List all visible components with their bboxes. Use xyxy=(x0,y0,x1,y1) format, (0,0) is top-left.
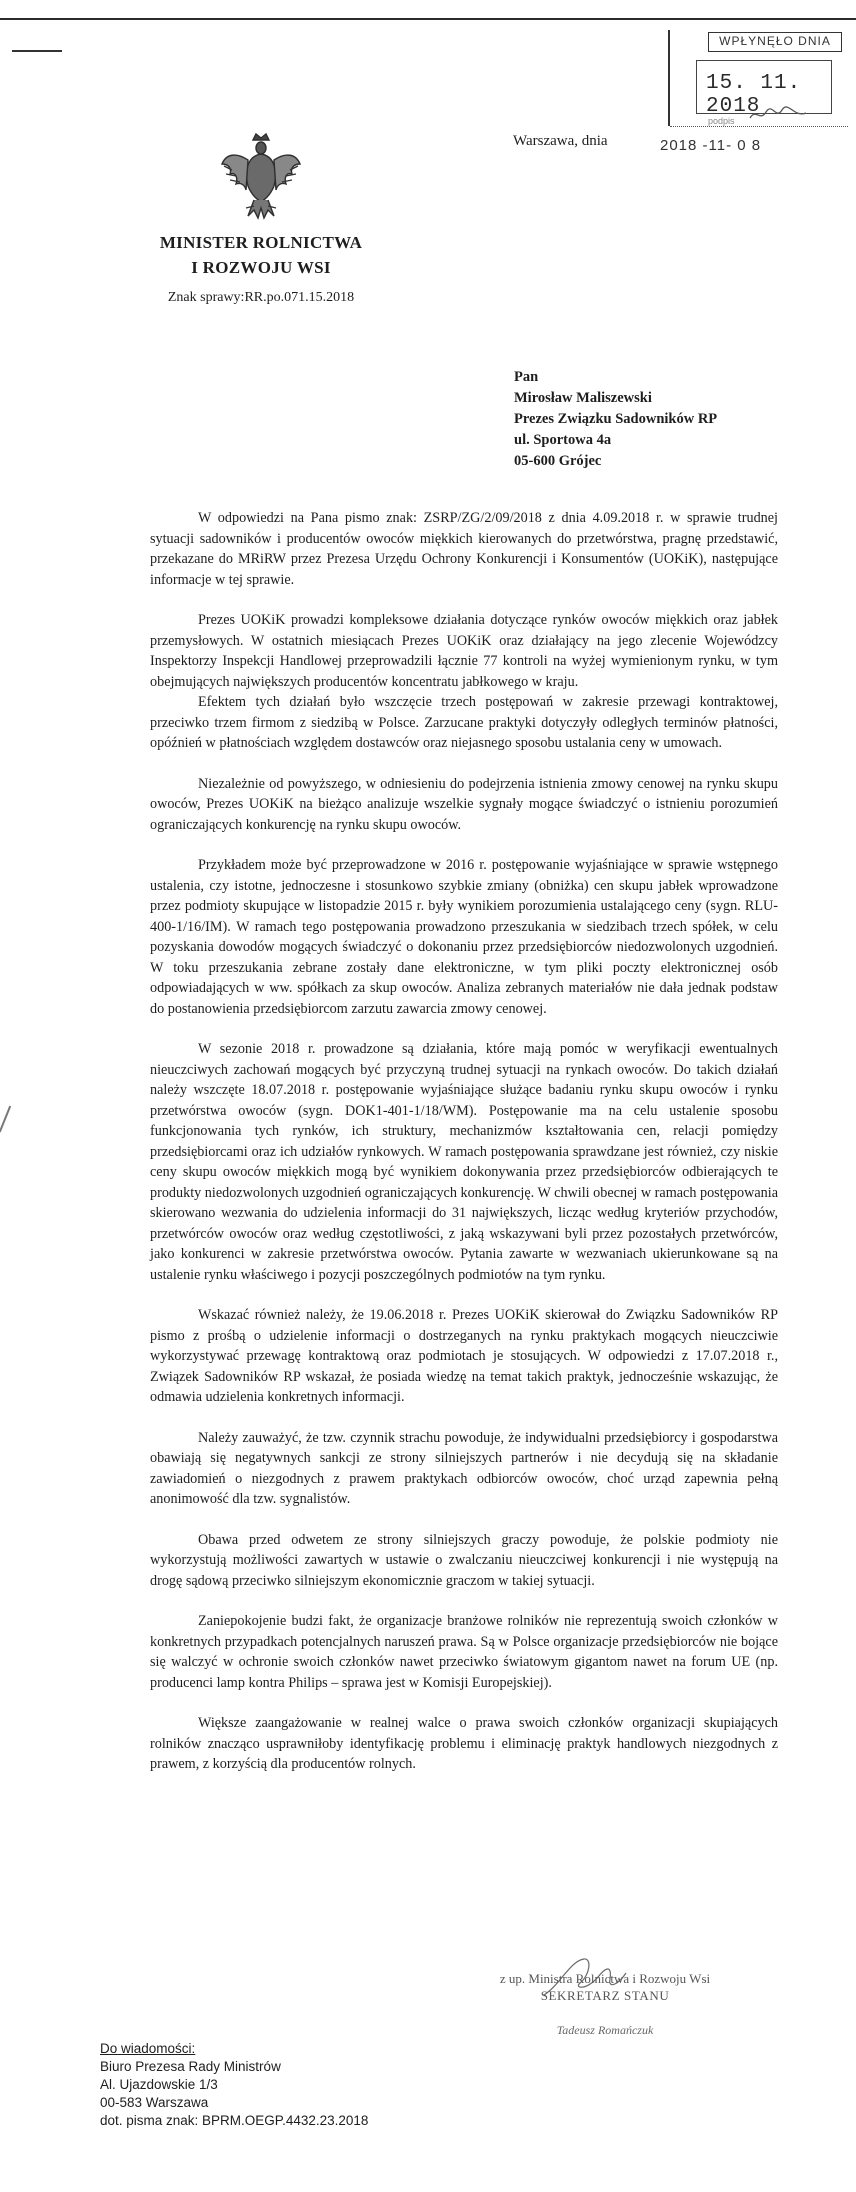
cc-line: dot. pisma znak: BPRM.OEGP.4432.23.2018 xyxy=(100,2113,369,2128)
margin-mark xyxy=(0,1106,11,1133)
received-stamp xyxy=(668,30,850,128)
signature-name: Tadeusz Romańczuk xyxy=(556,2023,654,2037)
cc-line: Al. Ujazdowskie 1/3 xyxy=(100,2077,218,2092)
body-paragraph: Prezes UOKiK prowadzi kompleksowe działania dotyczące rynków owoców miękkich oraz jabłek przemysłowych. W ostatnich miesiącach Prezes UOKiK oraz działający na jego zlecenie Wojewódzcy Inspektorzy Inspekcji Handlowej przeprowadzili łącznie 77 kontroli na wyżej wymienionym rynku, w tym obejmujących największych producentów koncentratu jabłkowego w kraju. xyxy=(150,612,778,690)
body-paragraph: Efektem tych działań było wszczęcie trzech postępowań w zakresie przewagi kontraktowej, przeciwko trzem firmom z siedzibą w Polsce. Zarzucane praktyki dotyczyły odległych terminów płatności, opóźnień w płatnościach względem dostawców oraz niejasnego sposobu ustalania ceny w umowach. xyxy=(150,694,778,751)
ministry-name xyxy=(120,230,402,280)
recipient-line: ul. Sportowa 4a xyxy=(514,432,612,448)
recipient-line: Mirosław Maliszewski xyxy=(514,390,652,406)
body-paragraph: Należy zauważyć, że tzw. czynnik strachu powoduje, że indywidualni przedsiębiorcy i gospodarstwa obawiają się negatywnych sankcji ze strony silniejszych partnerów i nie decydują się na składanie zawiadomień o niezgodnych z prawem praktykach odbiorców owoców, choć urząd zapewnia pełną anonimowość dla tzw. sygnalistów. xyxy=(150,1429,778,1507)
place-label: Warszawa, dnia xyxy=(513,133,608,149)
cc-block xyxy=(100,2040,368,2130)
stamp-title: WPŁYNĘŁO DNIA xyxy=(708,32,842,52)
cc-line: 00-583 Warszawa xyxy=(100,2095,209,2110)
cc-title: Do wiadomości: xyxy=(100,2041,196,2056)
body-paragraph: Przykładem może być przeprowadzone w 2016 r. postępowanie wyjaśniające w sprawie wstępnego ustalenia, czy istotne, jednoczesne i stosunkowo szybkie zmiany (obniżka) cen skupu jabłek wprowadzone przez podmioty skupujące w listopadzie 2015 r. były wynikiem porozumienia ustalającego ceny (sygn. RLU-400-1/16/IM). W ramach tego postępowania prowadzono przeszukania w siedzibach trzech spółek, w celu pozyskania dowodów mogących świadczyć o dokonaniu przez przedsiębiorców niedozwolonych uzgodnień. W toku przeszukania zebrane zostały dane elektroniczne, w tym pliki poczty elektronicznej osób odpowiadających w ww. spółkach za skup owoców. Analiza zebranych materiałów nie dała jednak podstaw do postanowienia przedsiębiorcom zarzutu zawarcia zmowy cenowej. xyxy=(150,857,778,1017)
body-paragraph: Większe zaangażowanie w realnej walce o prawa swoich członków organizacji skupiających rolników znacząco usprawniłoby identyfikację problemu i eliminację praktyk handlowych niezgodnych z prawem, z korzyścią dla producentów rolnych. xyxy=(150,1715,778,1772)
letter-date: 2018 -11- 0 8 xyxy=(660,137,762,154)
letter-body xyxy=(150,508,778,1795)
signature-authority: z up. Ministra Rolnictwa i Rozwoju Wsi xyxy=(499,1971,711,1986)
case-number: Znak sprawy:RR.po.071.15.2018 xyxy=(167,290,355,305)
signature-block xyxy=(470,1970,740,2039)
stamp-signature-icon xyxy=(748,104,808,124)
body-paragraph: Obawa przed odwetem ze strony silniejszych graczy powoduje, że polskie podmioty nie wykorzystują możliwości zawartych w ustawie o zwalczaniu nieuczciwej konkurencji i nie występują na drogę sądową przeciwko silniejszym ekonomicznie graczom w takiej sytuacji. xyxy=(150,1531,778,1589)
top-rule xyxy=(0,18,856,20)
body-paragraph: Wskazać również należy, że 19.06.2018 r. Prezes UOKiK skierował do Związku Sadowników RP pismo z prośbą o udzielenie informacji o dostrzeganych na rynku praktykach mogących nieuczciwie wykorzystywać przewagę kontraktową oraz podmiotach je stosujących. W odpowiedzi z 17.07.2018 r., Związek Sadowników RP wskazał, że posiada wiedzę na temat takich praktyk, jednocześnie wskazując, że odmawia udzielenia konkretnych informacji. xyxy=(150,1307,778,1405)
ministry-line-2: I ROZWOJU WSI xyxy=(191,258,331,277)
body-paragraph: W sezonie 2018 r. prowadzone są działania, które mają pomóc w weryfikacji ewentualnych nieuczciwych zachowań mogących być przyczyną trudnej sytuacji na rynkach owoców. Do takich działań należy wszczęte 18.07.2018 r. postępowanie wyjaśniające służące badaniu rynku skupu owoców i rynku przetwórstwa owoców (sygn. DOK1-401-1/18/WM). Postępowanie ma na celu ustalenie sposobu funkcjonowania tych rynków, ich struktury, mechanizmów kształtowania cen, relacji pomiędzy przedsiębiorcami oraz ich udziałów rynkowych. W ramach postępowania sprawdzane jest również, czy niskie ceny skupu owoców miękkich mogą być wynikiem dokonywania przez przedsiębiorców odbierających te produkty niedozwolonych uzgodnień ograniczających konkurencję. W chwili obecnej w ramach postępowania skierowano wezwania do udzielenia informacji do 31 największych, licząc według kryteriów przychodów, przetwórców owoców oraz według częstotliwości, z jaką wskazywani byli przez pozostałych przetwórców, jako konkurenci w zakresie przetwórstwa owoców. Pytania zawarte w wezwaniach ukierunkowane są na ustalenie rynku właściwego i pozycji poszczególnych podmiotów na tym rynku. xyxy=(150,1041,778,1283)
stamp-date: 15. 11. 2018 xyxy=(706,72,802,118)
body-paragraph: Niezależnie od powyższego, w odniesieniu do podejrzenia istnienia zmowy cenowej na rynku skupu owoców, Prezes UOKiK na bieżąco analizuje wszelkie sygnały mogące świadczyć o istnieniu porozumień ograniczających konkurencję na rynku skupu owoców. xyxy=(150,775,778,833)
body-paragraph: Zaniepokojenie budzi fakt, że organizacje branżowe rolników nie reprezentują swoich członków w konkretnych przypadkach potencjalnych naruszeń prawa. Są w Polsce organizacje przedsiębiorców nie bojące się walczyć w ochronie swoich członków nawet przeciwko światowym gigantom nawet na forum UE (np. producenci lamp kontra Philips – sprawa jest w Komisji Europejskiej). xyxy=(150,1613,778,1691)
body-paragraph: W odpowiedzi na Pana pismo znak: ZSRP/ZG/2/09/2018 z dnia 4.09.2018 r. w sprawie trudnej sytuacji sadowników i producentów owoców miękkich kierowanych do przetwórstwa, pragnę przedstawić, przekazane do MRiRW przez Prezesa Urzędu Ochrony Konkurencji i Konsumentów (UOKiK), następujące informacje w tej sprawie. xyxy=(150,510,778,588)
eagle-emblem-icon xyxy=(218,130,304,222)
recipient-line: Pan xyxy=(514,369,539,385)
corner-mark xyxy=(12,50,62,52)
stamp-sign-label: podpis xyxy=(708,116,735,126)
ministry-line-1: MINISTER ROLNICTWA xyxy=(159,233,363,252)
recipient-line: Prezes Związku Sadowników RP xyxy=(514,411,718,427)
stamp-signature-line xyxy=(670,126,848,127)
signature-role: SEKRETARZ STANU xyxy=(540,1988,670,2003)
cc-line: Biuro Prezesa Rady Ministrów xyxy=(100,2059,281,2074)
recipient-address xyxy=(514,367,717,472)
recipient-line: 05-600 Grójec xyxy=(514,453,602,469)
